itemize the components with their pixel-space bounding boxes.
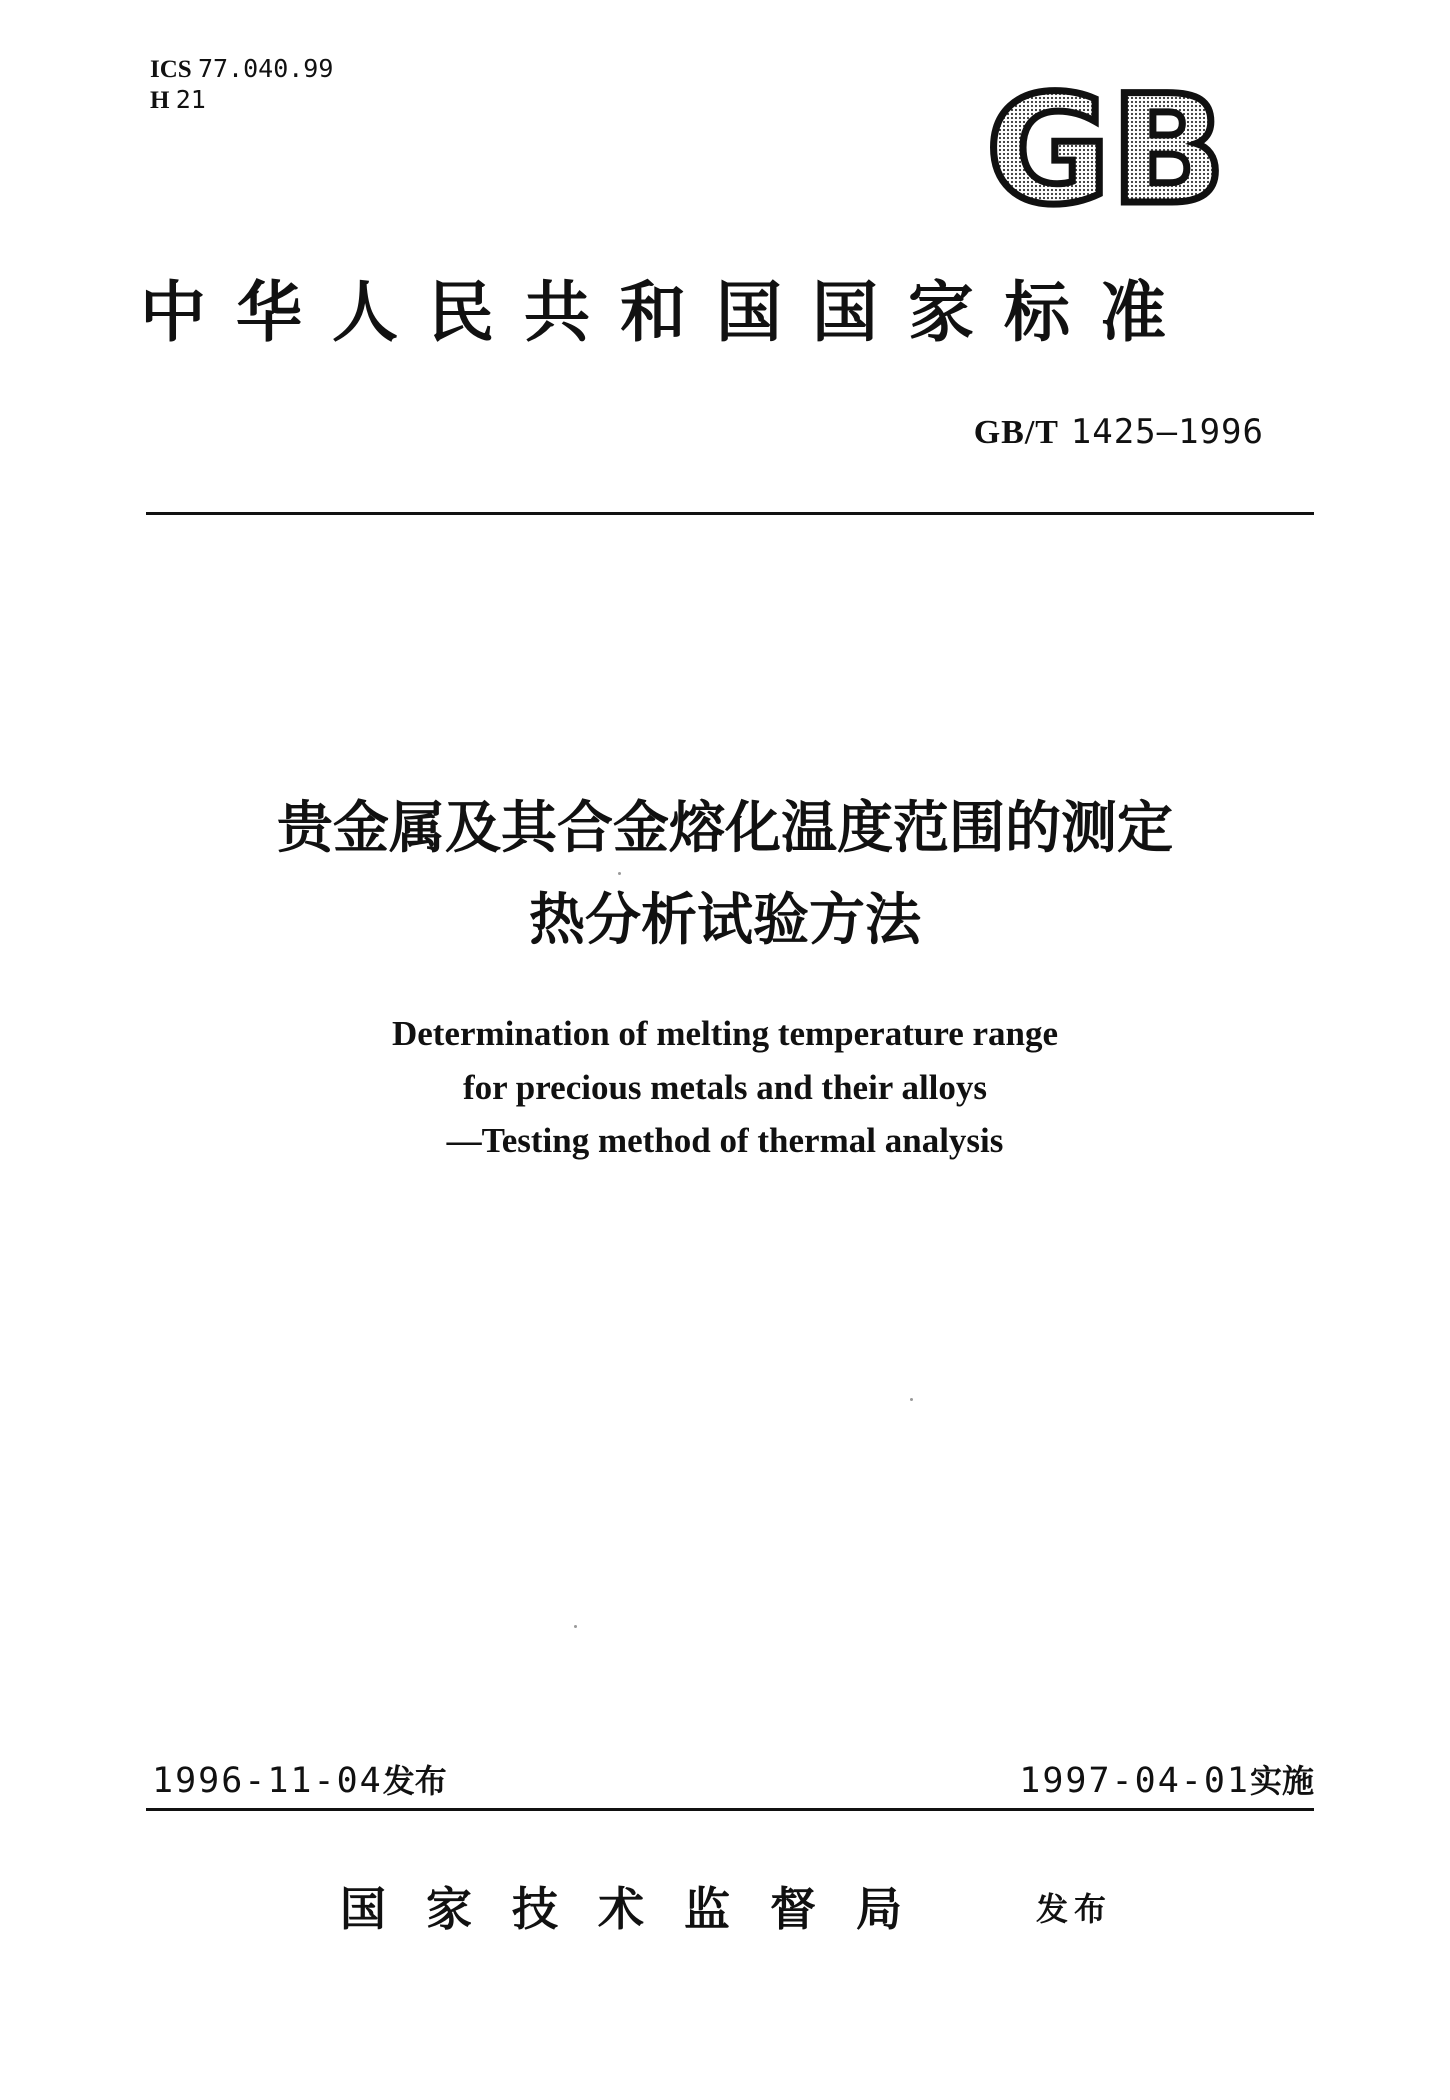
top-divider bbox=[146, 512, 1314, 515]
ics-code: 77.040.99 bbox=[197, 54, 334, 83]
implementation-date-suffix: 实施 bbox=[1249, 1762, 1314, 1800]
standard-number bbox=[974, 412, 1264, 452]
standard-number-prefix: GB/T bbox=[973, 414, 1059, 451]
issue-date-block bbox=[152, 1756, 447, 1802]
issue-date-suffix: 发布 bbox=[382, 1762, 447, 1800]
issuer-suffix: 发布 bbox=[1036, 1890, 1113, 1928]
ics-line bbox=[150, 54, 333, 85]
h-line bbox=[150, 85, 333, 116]
issue-date: 1996-11-04 bbox=[152, 1761, 383, 1801]
scan-speck bbox=[574, 1625, 577, 1628]
svg-text:GB: GB bbox=[986, 80, 1226, 216]
implementation-date-block bbox=[1019, 1756, 1314, 1802]
title-en-line-1: Determination of melting temperature range bbox=[391, 1014, 1059, 1053]
title-cn-line-2: 热分析试验方法 bbox=[529, 888, 921, 953]
implementation-date: 1997-04-01 bbox=[1019, 1761, 1250, 1801]
scan-speck bbox=[910, 1398, 913, 1401]
h-code: 21 bbox=[175, 85, 206, 114]
standard-heading: 中华人民共和国国家标准 bbox=[140, 273, 1196, 351]
title-cn-line-1: 贵金属及其合金熔化温度范围的测定 bbox=[277, 796, 1173, 861]
issuer-name: 国家技术监督局 bbox=[340, 1882, 942, 1936]
title-en-line-3: —Testing method of thermal analysis bbox=[446, 1121, 1004, 1160]
standard-number-digits: 1425—1996 bbox=[1070, 412, 1264, 452]
h-label: H bbox=[150, 87, 170, 114]
scan-speck bbox=[618, 872, 621, 875]
gb-logo-icon bbox=[978, 80, 1234, 216]
bottom-divider bbox=[146, 1808, 1314, 1811]
ics-label: ICS bbox=[150, 56, 192, 83]
title-en-line-2: for precious metals and their alloys bbox=[462, 1068, 988, 1107]
ics-classification bbox=[150, 54, 333, 116]
